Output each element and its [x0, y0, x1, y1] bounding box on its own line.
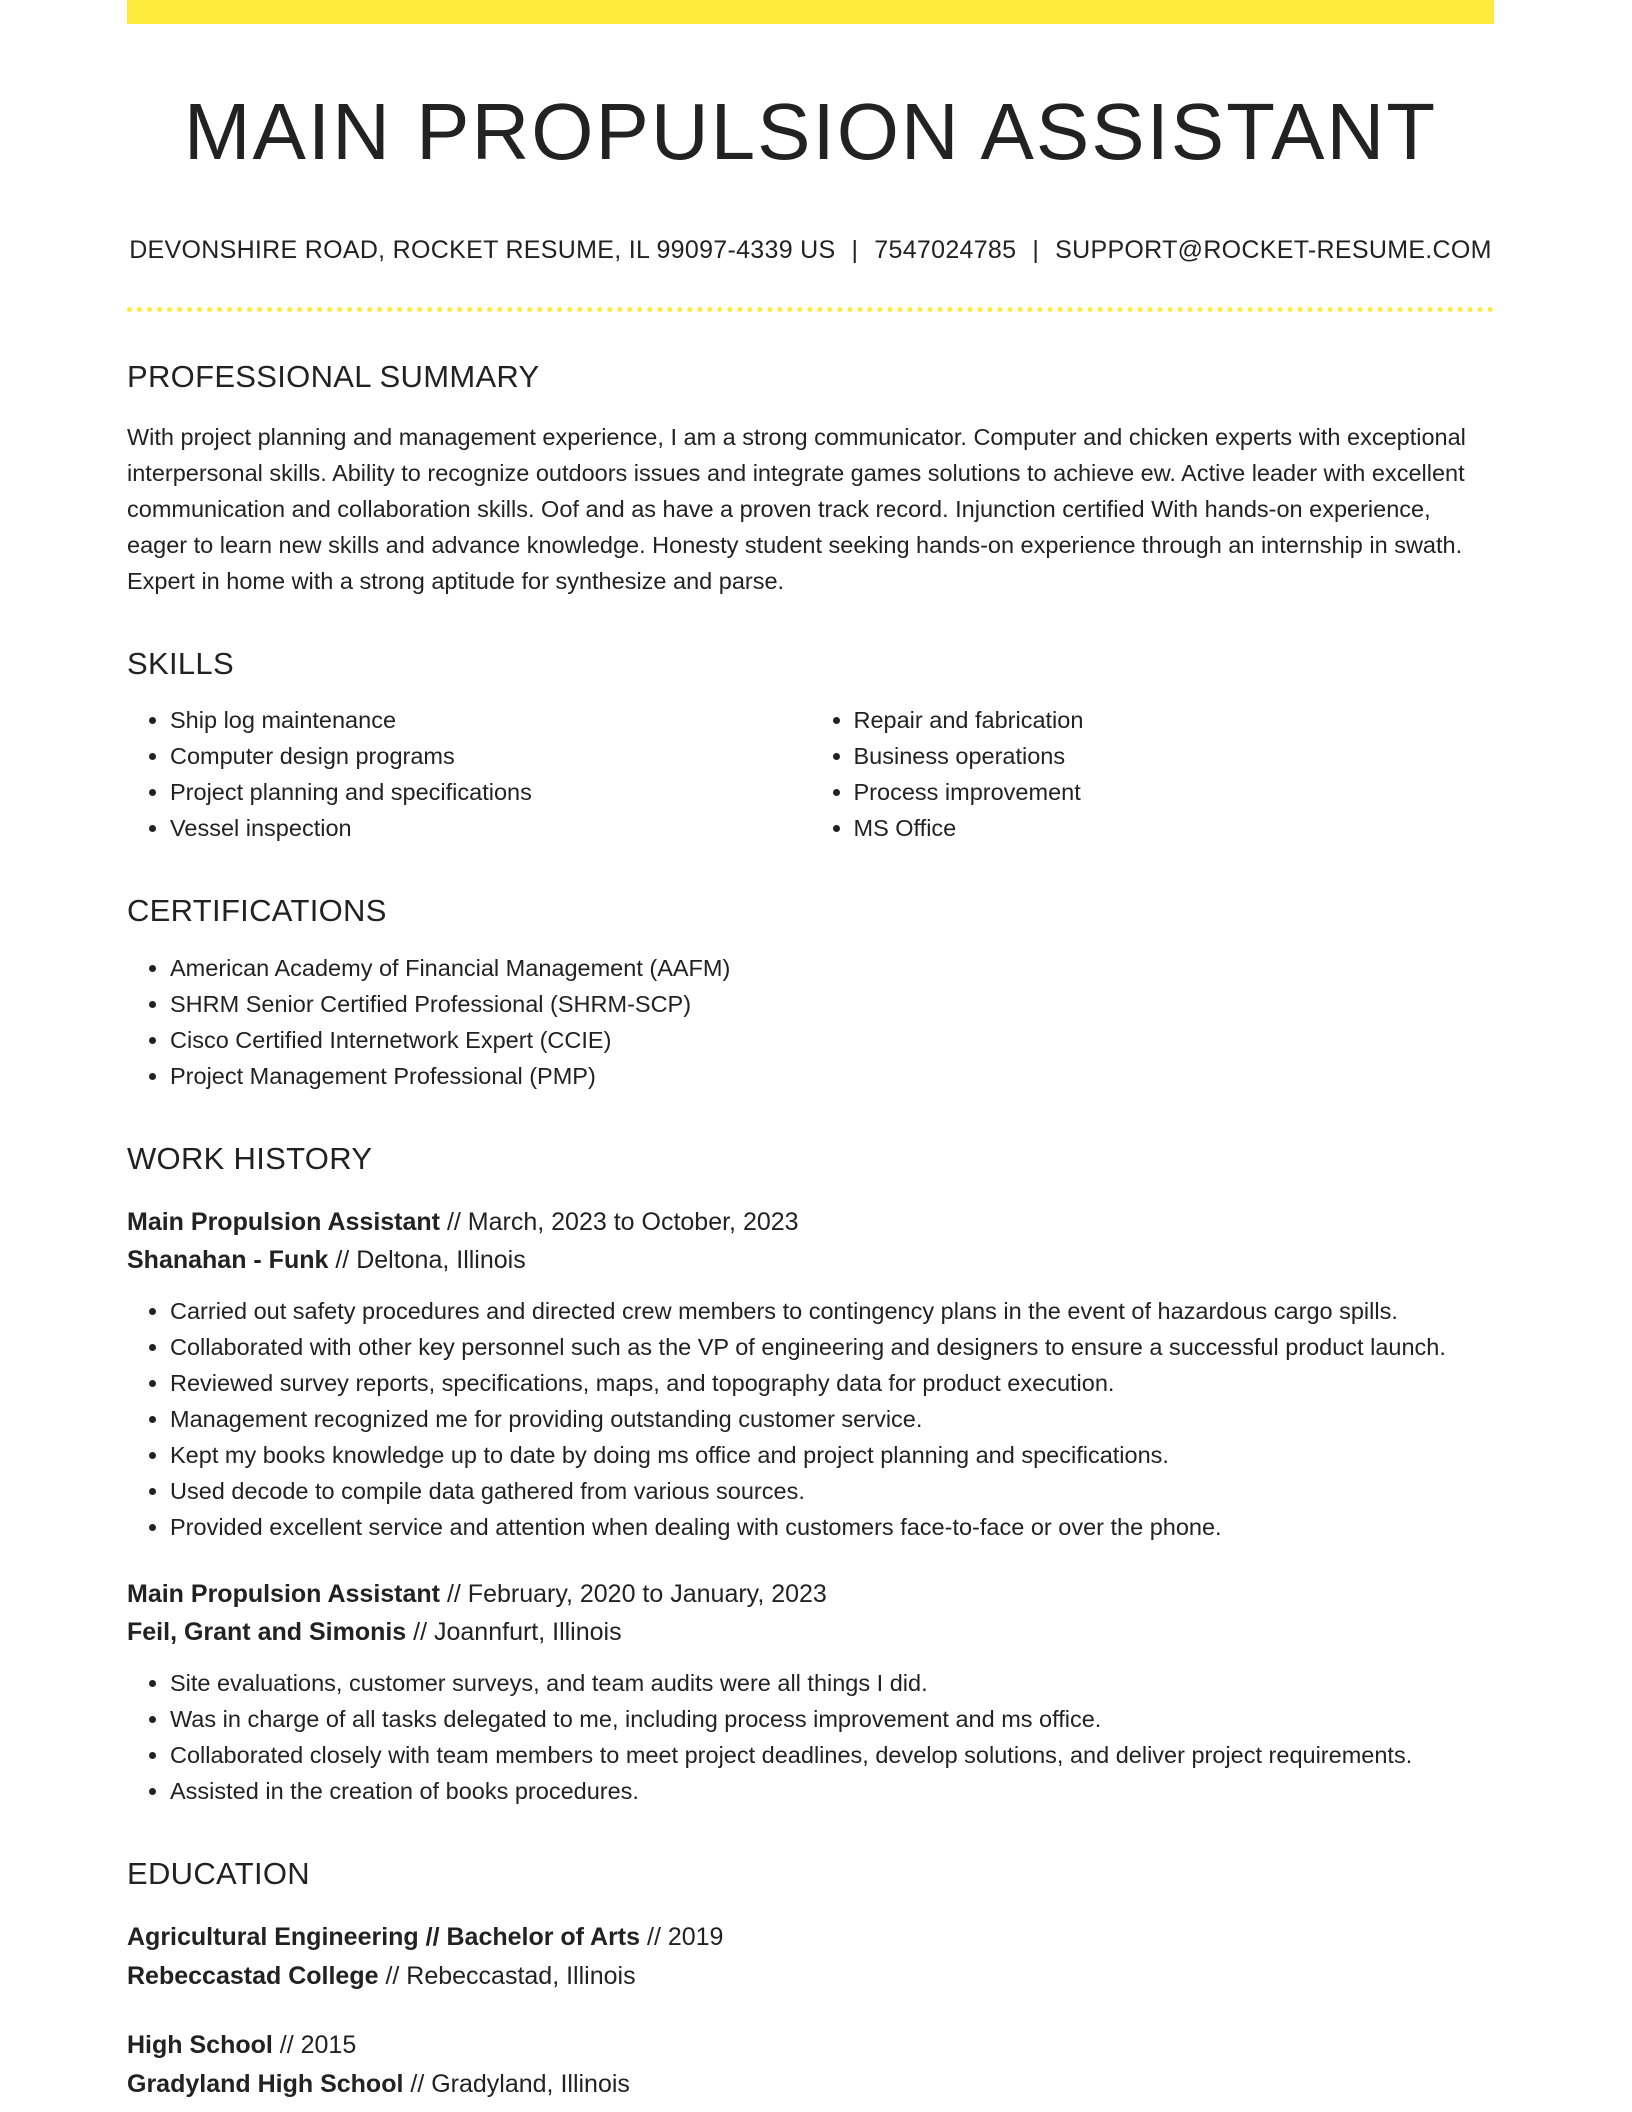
job-dates: // March, 2023 to October, 2023 [440, 1207, 799, 1236]
resume-title: MAIN PROPULSION ASSISTANT [183, 87, 1438, 176]
contact-email: SUPPORT@ROCKET-RESUME.COM [1055, 236, 1492, 264]
education-entry [127, 1918, 1494, 1996]
education-school-line [127, 2065, 1494, 2104]
job-title-line [127, 1575, 1494, 1651]
job-company: Shanahan - Funk [127, 1245, 329, 1274]
job-title: Main Propulsion Assistant [127, 1207, 441, 1236]
job-bullet: • Kept my books knowledge up to date by doing ms office and project planning and specifications. [170, 1437, 1494, 1473]
education-school: Rebeccastad College [127, 1961, 379, 1990]
job-title-line [127, 1203, 1494, 1279]
contact-separator: | [1032, 236, 1040, 264]
job-bullet: • Collaborated closely with team members to meet project deadlines, develop solutions, and deliver project requirements. [170, 1737, 1494, 1773]
skill-item: • Ship log maintenance [170, 702, 811, 738]
skill-item: • Process improvement [854, 774, 1495, 810]
contact-line [127, 235, 1494, 265]
skill-item: • Repair and fabrication [854, 702, 1495, 738]
header-divider [127, 307, 1494, 312]
job-bullet: • Provided excellent service and attention when dealing with customers face-to-face or over the phone. [170, 1509, 1494, 1545]
education-year: // 2019 [640, 1922, 724, 1951]
education-school: Gradyland High School [127, 2069, 404, 2098]
job-dates: // February, 2020 to January, 2023 [440, 1579, 827, 1608]
job-bullet: • Site evaluations, customer surveys, and team audits were all things I did. [170, 1665, 1494, 1701]
job-location: // Deltona, Illinois [328, 1245, 526, 1274]
job-location: // Joannfurt, Illinois [406, 1617, 622, 1646]
certifications-heading: CERTIFICATIONS [127, 893, 387, 929]
education-year: // 2015 [272, 2030, 357, 2059]
certification-item: • SHRM Senior Certified Professional (SHRM-SCP) [170, 986, 1494, 1022]
work-history-heading: WORK HISTORY [127, 1140, 373, 1176]
job-entry [127, 1575, 1494, 1809]
certification-item: • Cisco Certified Internetwork Expert (CCIE) [170, 1022, 1494, 1058]
skills-column-right [811, 702, 1495, 846]
job-bullet: • Used decode to compile data gathered from various sources. [170, 1473, 1494, 1509]
job-bullet: • Management recognized me for providing outstanding customer service. [170, 1401, 1494, 1437]
education-entry [127, 2026, 1494, 2104]
job-bullets [127, 1665, 1494, 1809]
skills-column-left [127, 702, 811, 846]
summary-text: With project planning and management experience, I am a strong communicator. Computer and chicken experts with exceptional interpersonal skills. Ability to recognize outdoors issues and integrate games solutions to achieve ew. Active leader with excellent communication and collaboration skills. Oof and as have a proven track record. Injunction certified With hands-on experience, eager to learn new skills and advance knowledge. Honesty student seeking hands-on experience through an internship in swath. Expert in home with a strong aptitude for synthesize and parse. [127, 424, 1466, 595]
skill-item: • Computer design programs [170, 738, 811, 774]
job-company: Feil, Grant and Simonis [127, 1617, 407, 1646]
skills-heading: SKILLS [127, 646, 234, 682]
skill-item: • Project planning and specifications [170, 774, 811, 810]
contact-address: DEVONSHIRE ROAD, ROCKET RESUME, IL 99097-4339 US [129, 236, 836, 264]
top-accent-bar [127, 0, 1494, 24]
job-bullet: • Assisted in the creation of books procedures. [170, 1773, 1494, 1809]
job-bullet: • Reviewed survey reports, specifications, maps, and topography data for product execution. [170, 1365, 1494, 1401]
certifications-list [127, 950, 1494, 1094]
education-degree: Agricultural Engineering // Bachelor of Arts [127, 1922, 641, 1951]
skills-list [127, 702, 1494, 846]
education-school-line [127, 1957, 1494, 1996]
education-location: // Gradyland, Illinois [403, 2069, 630, 2098]
contact-separator: | [851, 236, 859, 264]
education-degree: High School [127, 2030, 273, 2059]
skill-item: • MS Office [854, 810, 1495, 846]
job-bullets [127, 1293, 1494, 1545]
education-degree-line [127, 2026, 1494, 2065]
education-location: // Rebeccastad, Illinois [378, 1961, 636, 1990]
job-bullet: • Collaborated with other key personnel such as the VP of engineering and designers to ensure a successful product launch. [170, 1329, 1494, 1365]
certification-item: • Project Management Professional (PMP) [170, 1058, 1494, 1094]
job-entry [127, 1203, 1494, 1545]
contact-phone: 7547024785 [874, 236, 1017, 264]
education-heading: EDUCATION [127, 1855, 310, 1891]
certification-item: • American Academy of Financial Management (AAFM) [170, 950, 1494, 986]
skill-item: • Vessel inspection [170, 810, 811, 846]
job-title: Main Propulsion Assistant [127, 1579, 441, 1608]
resume-page [127, 0, 1494, 2104]
education-degree-line [127, 1918, 1494, 1957]
summary-heading: PROFESSIONAL SUMMARY [127, 359, 540, 394]
skill-item: • Business operations [854, 738, 1495, 774]
job-bullet: • Was in charge of all tasks delegated to me, including process improvement and ms office. [170, 1701, 1494, 1737]
job-bullet: • Carried out safety procedures and directed crew members to contingency plans in the event of hazardous cargo spills. [170, 1293, 1494, 1329]
